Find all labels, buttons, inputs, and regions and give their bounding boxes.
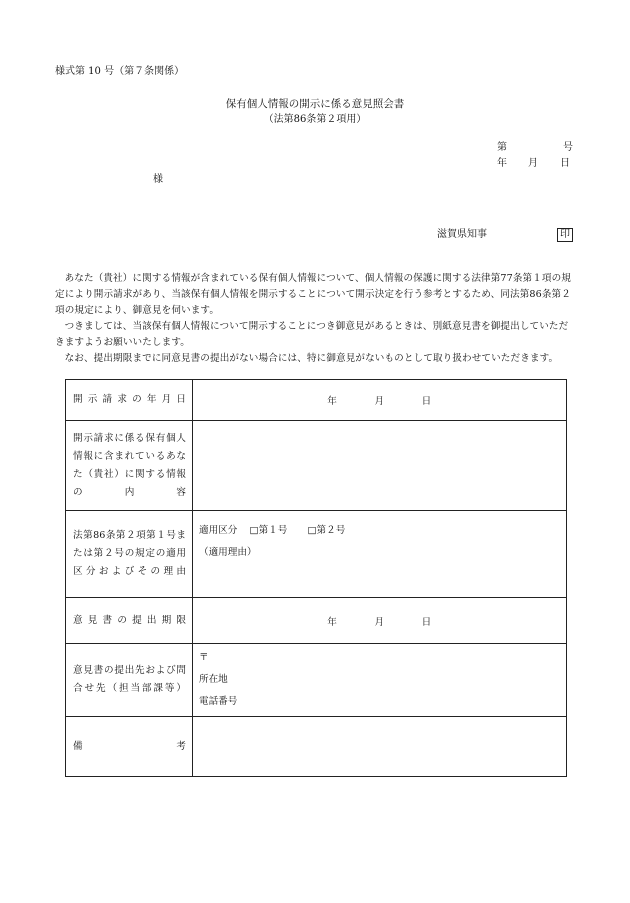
phone-label: 電話番号: [199, 696, 238, 707]
date-month: 月: [528, 158, 538, 169]
request-date-month: 月: [374, 396, 385, 407]
category-option-1[interactable]: □第１号: [249, 525, 288, 536]
table-row: [66, 644, 567, 717]
body-paragraph-2: つきましては、当該保有個人情報について開示することにつき御意見があるときは、別紙意見書を御提出していただきますようお願いいたします。: [55, 321, 569, 348]
remarks-label-2: 考: [176, 740, 186, 752]
doc-number-suffix: 号: [563, 142, 573, 153]
table-row: [66, 421, 567, 511]
table-row: [66, 380, 567, 421]
seal-box: [557, 228, 573, 242]
category-reason: （適用理由）: [199, 547, 257, 558]
table-row: [66, 717, 567, 777]
seal-mark: 印: [557, 228, 573, 242]
request-date-label: 開示請求の年月日: [66, 380, 193, 421]
remarks-value[interactable]: [193, 717, 567, 777]
date-day: 日: [560, 158, 570, 169]
address-label: 所在地: [199, 674, 228, 685]
body-paragraph-3: なお、提出期限までに同意見書の提出がない場合には、特に御意見がないものとして取り扱わせていただきます。: [64, 353, 559, 364]
deadline-label: 意見書の提出期限: [66, 598, 193, 644]
info-content-value[interactable]: [193, 421, 567, 511]
deadline-value[interactable]: [193, 598, 567, 644]
category-label: 適用区分: [199, 525, 238, 536]
body-text: [55, 271, 577, 367]
inquiry-form-table: [65, 379, 567, 777]
date-year: 年: [497, 158, 507, 169]
deadline-month: 月: [374, 616, 385, 628]
table-row: [66, 511, 567, 598]
remarks-label-1: 備: [73, 740, 83, 752]
request-date-year: 年: [327, 396, 338, 407]
deadline-year: 年: [327, 616, 338, 628]
sender-name: 滋賀県知事: [437, 229, 487, 240]
applicable-category-value: [193, 511, 567, 598]
info-content-label: 開示請求に係る保有個人情報に含まれているあなた（貴社）に関する情報の内容: [66, 421, 193, 511]
request-date-value[interactable]: [193, 380, 567, 421]
addressee-suffix: 様: [153, 174, 163, 185]
table-row: [66, 598, 567, 644]
document-subtitle: （法第86条第２項用）: [263, 114, 367, 125]
deadline-day: 日: [421, 616, 432, 628]
document-title: 保有個人情報の開示に係る意見照会書: [225, 98, 405, 110]
remarks-label: [66, 717, 193, 777]
form-number: 様式第 10 号（第７条関係）: [55, 66, 185, 77]
contact-value: [193, 644, 567, 717]
applicable-category-label: 法第86条第２項第１号または第２号の規定の適用区分およびその理由: [66, 511, 193, 598]
contact-label: 意見書の提出先および問合せ先（担当部課等）: [66, 644, 193, 717]
doc-number-prefix: 第: [497, 142, 507, 153]
category-option-2[interactable]: □第２号: [307, 525, 346, 536]
postal-mark: 〒: [199, 652, 209, 663]
request-date-day: 日: [421, 396, 432, 407]
body-paragraph-1: あなた（貴社）に関する情報が含まれている保有個人情報について、個人情報の保護に関する法律第77条第１項の規定により開示請求があり、当該保有個人情報を開示することについて開示決定を行う参考とするため、同法第86条第２項の規定により、御意見を伺います。: [55, 273, 571, 316]
